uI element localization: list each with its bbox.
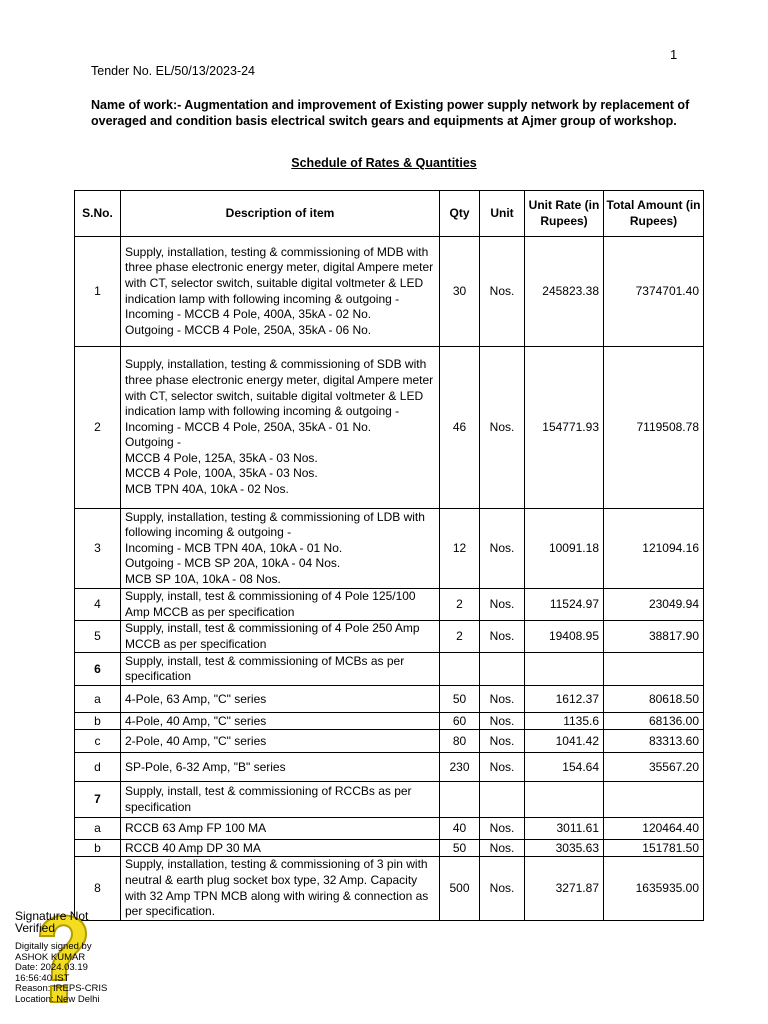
signature-line: Location: New Delhi [15,993,100,1005]
row-sno: a [75,686,121,713]
row-rate: 154771.93 [525,347,604,509]
row-qty: 40 [440,818,480,840]
row-total: 7374701.40 [604,237,704,347]
row-sno: 5 [75,621,121,653]
row-unit: Nos. [480,686,525,713]
row-description: RCCB 63 Amp FP 100 MA [121,818,440,840]
row-rate: 1041.42 [525,730,604,753]
table-header-row [75,191,704,237]
row-total: 151781.50 [604,840,704,857]
row-sno: 3 [75,509,121,589]
row-sno: 7 [75,782,121,818]
row-rate: 19408.95 [525,621,604,653]
row-sno: a [75,818,121,840]
row-qty: 2 [440,621,480,653]
row-unit: Nos. [480,347,525,509]
row-unit: Nos. [480,730,525,753]
row-total: 38817.90 [604,621,704,653]
row-description: Supply, install, test & commissioning of 4 Pole 250 Amp MCCB as per specification [121,621,440,653]
table-row [75,621,704,653]
row-sno: b [75,840,121,857]
table-row [75,730,704,753]
table-row [75,509,704,589]
row-rate: 10091.18 [525,509,604,589]
signature-line: ASHOK KUMAR [15,951,86,963]
row-unit: Nos. [480,840,525,857]
signature-line: 16:56:40 IST [15,972,70,984]
row-description: SP-Pole, 6-32 Amp, "B" series [121,753,440,782]
row-sno: c [75,730,121,753]
table-row [75,818,704,840]
row-sno: 4 [75,589,121,621]
row-total: 68136.00 [604,713,704,730]
row-sno: d [75,753,121,782]
row-qty: 12 [440,509,480,589]
row-rate: 3035.63 [525,840,604,857]
signature-status-text: Signature Not Verified [15,909,89,935]
row-qty: 30 [440,237,480,347]
row-unit: Nos. [480,713,525,730]
row-qty: 230 [440,753,480,782]
table-row [75,840,704,857]
row-qty: 50 [440,686,480,713]
row-description: Supply, installation, testing & commissioning of SDB with three phase electronic energy meter, digital Ampere meter with CT, selector switch, suitable digital voltmeter & LED indication lamp with following incoming & outgoing - Incoming - MCCB 4 Pole, 250A, 35kA - 01 No. Outgoing - MCCB 4 Pole, 125A, 35kA - 03 Nos. MCCB 4 Pole, 100A, 35kA - 03 Nos. MCB TPN 40A, 10kA - 02 Nos. [121,347,440,509]
schedule-title: Schedule of Rates & Quantities [291,156,477,170]
row-rate: 1135.6 [525,713,604,730]
signature-details [15,942,107,1005]
row-sno: 2 [75,347,121,509]
table-row [75,237,704,347]
row-qty: 80 [440,730,480,753]
row-unit: Nos. [480,621,525,653]
row-total [604,653,704,686]
row-description: RCCB 40 Amp DP 30 MA [121,840,440,857]
row-total: 121094.16 [604,509,704,589]
row-rate [525,653,604,686]
table-row [75,347,704,509]
row-description: 4-Pole, 63 Amp, "C" series [121,686,440,713]
row-total: 23049.94 [604,589,704,621]
row-total: 1635935.00 [604,857,704,920]
row-rate: 154.64 [525,753,604,782]
row-qty [440,782,480,818]
row-description: Supply, installation, testing & commissioning of MDB with three phase electronic energy meter, digital Ampere meter with CT, selector switch, suitable digital voltmeter & LED indication lamp with following incoming & outgoing - Incoming - MCCB 4 Pole, 400A, 35kA - 02 No. Outgoing - MCCB 4 Pole, 250A, 35kA - 06 No. [121,237,440,347]
row-unit: Nos. [480,753,525,782]
row-rate: 3271.87 [525,857,604,920]
signature-line: Date: 2024.03.19 [15,962,88,973]
row-total: 7119508.78 [604,347,704,509]
row-description: Supply, install, test & commissioning of 4 Pole 125/100 Amp MCCB as per specification [121,589,440,621]
row-sno: 6 [75,653,121,686]
row-qty: 60 [440,713,480,730]
row-total: 35567.20 [604,753,704,782]
row-rate [525,782,604,818]
header-description: Description of item [121,191,440,237]
row-unit: Nos. [480,237,525,347]
table-row [75,857,704,920]
row-unit: Nos. [480,509,525,589]
table-row [75,782,704,818]
row-description: Supply, installation, testing & commissioning of LDB with following incoming & outgoing - Incoming - MCB TPN 40A, 10kA - 01 No. Outgoing - MCB SP 20A, 10kA - 04 Nos. MCB SP 10A, 10kA - 08 Nos. [121,509,440,589]
tender-number: Tender No. EL/50/13/2023-24 [91,64,256,78]
row-qty: 2 [440,589,480,621]
header-sno: S.No. [75,191,121,237]
row-description: 2-Pole, 40 Amp, "C" series [121,730,440,753]
row-sno: 1 [75,237,121,347]
row-unit: Nos. [480,818,525,840]
row-sno: 8 [75,857,121,920]
header-unit-rate: Unit Rate (in Rupees) [525,191,604,237]
row-unit: Nos. [480,857,525,920]
header-total-amount: Total Amount (in Rupees) [604,191,704,237]
row-rate: 245823.38 [525,237,604,347]
row-description: Supply, install, test & commissioning of RCCBs as per specification [121,782,440,818]
header-qty: Qty [440,191,480,237]
table-row [75,713,704,730]
row-unit [480,653,525,686]
row-total: 83313.60 [604,730,704,753]
header-unit: Unit [480,191,525,237]
row-qty [440,653,480,686]
row-total: 80618.50 [604,686,704,713]
row-total [604,782,704,818]
row-qty: 50 [440,840,480,857]
table-row [75,753,704,782]
row-sno: b [75,713,121,730]
table-row [75,589,704,621]
signature-line: Digitally signed by [15,941,92,952]
row-qty: 46 [440,347,480,509]
row-rate: 3011.61 [525,818,604,840]
row-rate: 1612.37 [525,686,604,713]
row-description: Supply, installation, testing & commissioning of 3 pin with neutral & earth plug socket box type, 32 Amp. Capacity with 32 Amp TPN MCB along with wiring & connection as per specification. [121,857,440,920]
name-of-work: Name of work:- Augmentation and improvement of Existing power supply network by replacement of overaged and condition basis electrical switch gears and equipments at Ajmer group of workshop. [91,98,690,128]
row-description: Supply, install, test & commissioning of MCBs as per specification [121,653,440,686]
signature-line: Reason: IREPS-CRIS [15,983,108,994]
table-row [75,653,704,686]
schedule-table [74,190,704,921]
page-number: 1 [670,47,678,62]
row-unit [480,782,525,818]
row-unit: Nos. [480,589,525,621]
signature-status [15,910,100,934]
row-qty: 500 [440,857,480,920]
row-total: 120464.40 [604,818,704,840]
row-description: 4-Pole, 40 Amp, "C" series [121,713,440,730]
row-rate: 11524.97 [525,589,604,621]
table-row [75,686,704,713]
